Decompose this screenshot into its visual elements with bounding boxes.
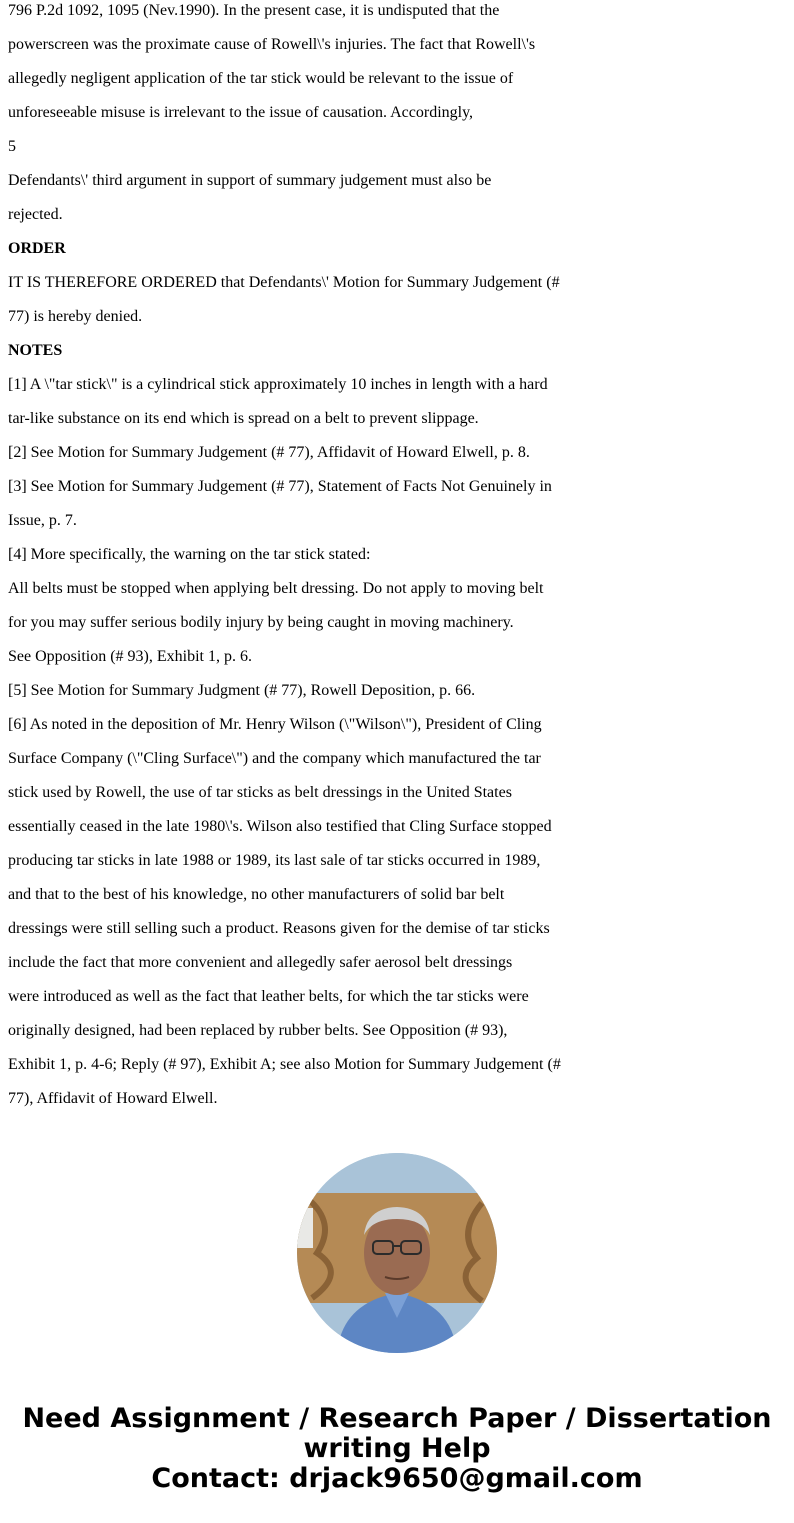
text-line: Surface Company (\"Cling Surface\") and the company which manufactured the tar (8, 750, 541, 767)
text-line: Exhibit 1, p. 4-6; Reply (# 97), Exhibit A; see also Motion for Summary Judgement (# (8, 1056, 561, 1073)
text-line: IT IS THEREFORE ORDERED that Defendants\' Motion for Summary Judgement (# (8, 274, 560, 291)
document-body (8, 0, 788, 1116)
text-line: [6] As noted in the deposition of Mr. Henry Wilson (\"Wilson\"), President of Cling (8, 716, 542, 733)
text-line: rejected. (8, 206, 63, 223)
text-line: producing tar sticks in late 1988 or 1989, its last sale of tar sticks occurred in 1989, (8, 852, 541, 869)
text-line: allegedly negligent application of the tar stick would be relevant to the issue of (8, 70, 514, 87)
text-line: powerscreen was the proximate cause of Rowell\'s injuries. The fact that Rowell\'s (8, 36, 536, 53)
text-line: 77) is hereby denied. (8, 308, 143, 325)
text-line: tar-like substance on its end which is spread on a belt to prevent slippage. (8, 410, 479, 427)
banner-line-2: writing Help (303, 1433, 491, 1464)
section-heading: ORDER (8, 240, 66, 257)
section-heading: NOTES (8, 342, 63, 359)
text-line: originally designed, had been replaced by rubber belts. See Opposition (# 93), (8, 1022, 508, 1039)
text-line: 5 (8, 138, 16, 155)
avatar-photo-icon (297, 1153, 497, 1353)
banner-contact-line[interactable]: Contact: drjack9650@gmail.com (151, 1463, 643, 1494)
text-line: [1] A \"tar stick\" is a cylindrical stick approximately 10 inches in length with a hard (8, 376, 548, 393)
text-line: stick used by Rowell, the use of tar sticks as belt dressings in the United States (8, 784, 512, 801)
banner-line-1: Need Assignment / Research Paper / Dissertation (22, 1403, 772, 1434)
text-line: [5] See Motion for Summary Judgment (# 77), Rowell Deposition, p. 66. (8, 682, 476, 699)
text-line: dressings were still selling such a product. Reasons given for the demise of tar sticks (8, 920, 550, 937)
text-line: 796 P.2d 1092, 1095 (Nev.1990). In the present case, it is undisputed that the (8, 2, 500, 19)
author-photo (297, 1153, 497, 1353)
text-line: Issue, p. 7. (8, 512, 77, 529)
text-line: essentially ceased in the late 1980\'s. Wilson also testified that Cling Surface stopped (8, 818, 552, 835)
text-line: All belts must be stopped when applying belt dressing. Do not apply to moving belt (8, 580, 544, 597)
text-line: Defendants\' third argument in support of summary judgement must also be (8, 172, 492, 189)
text-line: for you may suffer serious bodily injury by being caught in moving machinery. (8, 614, 514, 631)
text-line: unforeseeable misuse is irrelevant to the issue of causation. Accordingly, (8, 104, 474, 121)
text-line: include the fact that more convenient and allegedly safer aerosol belt dressings (8, 954, 513, 971)
text-line: See Opposition (# 93), Exhibit 1, p. 6. (8, 648, 252, 665)
text-line: 77), Affidavit of Howard Elwell. (8, 1090, 218, 1107)
text-line: were introduced as well as the fact that leather belts, for which the tar sticks were (8, 988, 529, 1005)
text-line: [3] See Motion for Summary Judgement (# 77), Statement of Facts Not Genuinely in (8, 478, 552, 495)
help-banner (0, 1404, 794, 1494)
text-line: and that to the best of his knowledge, no other manufacturers of solid bar belt (8, 886, 505, 903)
text-line: [2] See Motion for Summary Judgement (# 77), Affidavit of Howard Elwell, p. 8. (8, 444, 530, 461)
text-line: [4] More specifically, the warning on the tar stick stated: (8, 546, 371, 563)
